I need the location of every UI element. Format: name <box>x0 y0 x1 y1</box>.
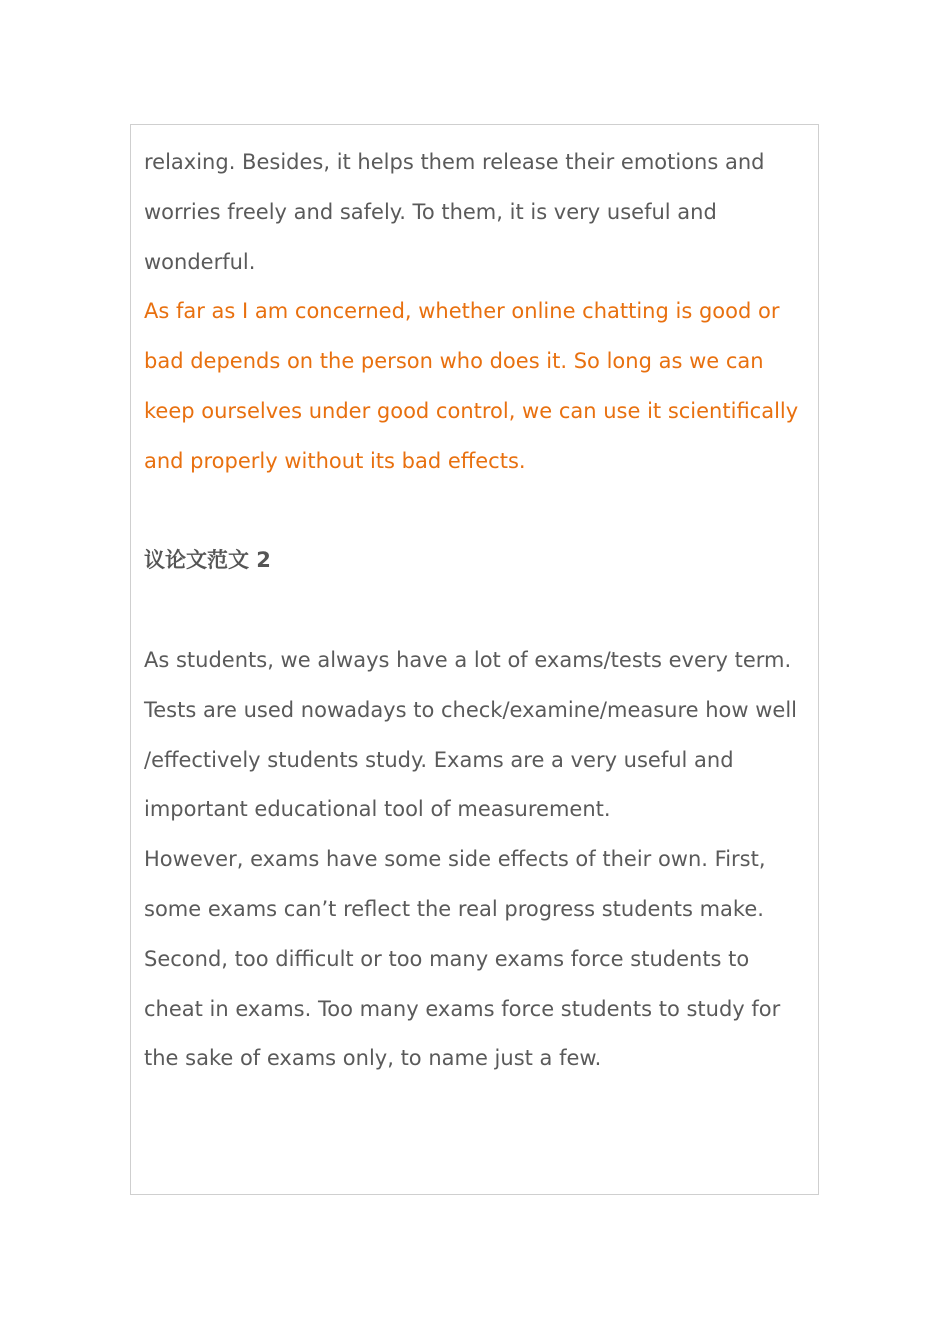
document-body <box>144 138 812 1084</box>
blank-line <box>144 586 812 636</box>
section-heading: 议论文范文 2 <box>144 548 271 573</box>
paragraph-exams-side-effects: However, exams have some side effects of their own. First, some exams can’t reflect the real progress students make. Second, too difficult or too many exams force students to cheat in exams. Too many exams force students to study for the sake of exams only, to name just a few. <box>144 847 781 1071</box>
paragraph-conclusion-highlighted: As far as I am concerned, whether online chatting is good or bad depends on the person who does it. So long as we can keep ourselves under good control, we can use it scientifically and properly without its bad effects. <box>144 299 799 473</box>
blank-line <box>144 487 812 537</box>
paragraph-relaxing: relaxing. Besides, it helps them release their emotions and worries freely and safely. To them, it is very useful and wonderful. <box>144 150 765 274</box>
paragraph-exams-intro: As students, we always have a lot of exams/tests every term. Tests are used nowadays to check/examine/measure how well /effectively students study. Exams are a very useful and important educational tool of measurement. <box>144 647 798 822</box>
